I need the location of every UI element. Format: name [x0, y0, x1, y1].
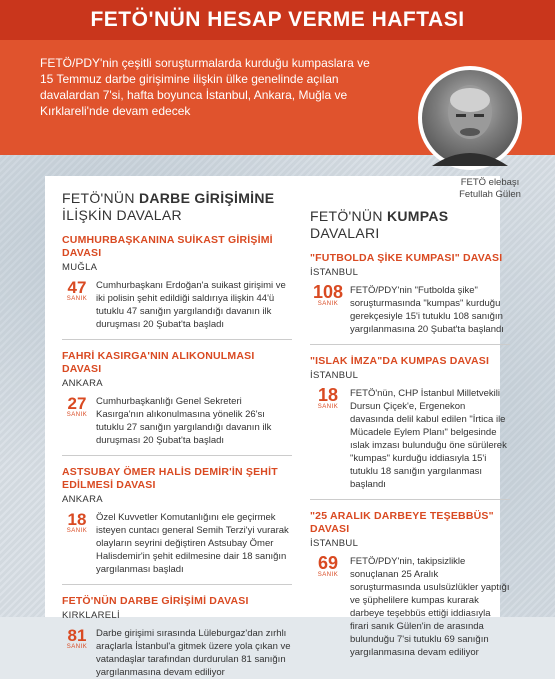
- defendant-count: [310, 555, 346, 659]
- case-description: FETÖ/PDY'nin, takipsizlikle sonuçlanan 25 Aralık soruşturmasında usulsüzlükler yaptığı ve şüphelilere kumpas kurarak darbeye teşebbüs ettiği iddiasıyla firari sanık Gülen'in de arasında bulunduğu 7'si tutuklu 69 sanığın yargılanmasına devam ediliyor: [350, 556, 510, 658]
- divider: [62, 455, 292, 456]
- case-item: [62, 234, 292, 340]
- case-title: ASTSUBAY ÖMER HALİS DEMİR'İN ŞEHİT EDİLMESİ DAVASI: [62, 466, 278, 491]
- defendant-unit: SANIK: [66, 412, 88, 418]
- caption-role: FETÖ elebaşı: [460, 177, 520, 188]
- case-description: FETÖ'nün, CHP İstanbul Milletvekili Dursun Çiçek'e, Ergenekon davasında delil kabul edilen "İrtica ile Mücadele Eylem Planı" belgesinde ıslak imzası bulunduğu öne sürülerek "kumpas" kurduğu iddiasıyla 15'i tutuklu 18 sanığın yargılanması başlandı: [350, 388, 507, 490]
- defendant-count: [310, 387, 346, 491]
- case-place: İSTANBUL: [310, 538, 359, 549]
- right-heading-bold: KUMPAS: [386, 208, 449, 224]
- defendant-count: [62, 395, 92, 447]
- left-column: [62, 190, 292, 679]
- title-bar: [0, 0, 555, 40]
- caption-name: Fetullah Gülen: [459, 189, 521, 200]
- left-heading-line2: İLİŞKİN DAVALAR: [62, 207, 182, 223]
- case-place: MUĞLA: [62, 262, 98, 273]
- defendant-number: 81: [67, 626, 87, 645]
- defendant-count: [62, 627, 92, 679]
- right-heading-line2: DAVALARI: [310, 225, 380, 241]
- case-title: "25 ARALIK DARBEYE TEŞEBBÜS" DAVASI: [310, 510, 494, 535]
- case-title: FAHRİ KASIRGA'NIN ALIKONULMASI DAVASI: [62, 350, 255, 375]
- defendant-count: [62, 279, 92, 331]
- case-item: [62, 350, 292, 456]
- intro-text: FETÖ/PDY'nin çeşitli soruşturmalarda kurduğu kumpaslara ve 15 Temmuz darbe girişimine ilişkin ülke genelinde açılan davalardan 7'si, hafta boyunca İstanbul, Ankara, Muğla ve Kırklareli'nde devam edecek: [40, 56, 370, 118]
- page-title: FETÖ'NÜN HESAP VERME HAFTASI: [90, 8, 465, 31]
- case-description: Özel Kuvvetler Komutanlığını ele geçirmek isteyen cuntacı general Semih Terzi'yi vurarak olayların seyrini değiştiren Astsubay Ömer Halisdemir'in şehit edilmesine dair 18 sanığın yargılanması başladı: [96, 512, 289, 575]
- right-section-heading: [310, 208, 510, 242]
- defendant-number: 47: [67, 278, 87, 297]
- case-description: Cumhurbaşkanı Erdoğan'a suikast girişimi ve iki polisin şehit edildiği saldırıya ilişkin 44'ü tutuklu 47 sanığın yargılandığı davanın ilk duruşması 20 Şubat'ta başladı: [96, 280, 286, 330]
- defendant-unit: SANIK: [66, 296, 88, 302]
- left-heading-bold: DARBE GİRİŞİMİNE: [138, 190, 275, 206]
- divider: [62, 584, 292, 585]
- defendant-count: [62, 511, 92, 576]
- portrait-frame: [418, 66, 522, 170]
- case-place: İSTANBUL: [310, 267, 359, 278]
- divider: [310, 499, 510, 500]
- case-place: ANKARA: [62, 494, 103, 505]
- case-description: Cumhurbaşkanlığı Genel Sekreteri Kasırga'nın alıkonulmasına yönelik 26'sı tutuklu 27 sanığın yargılandığı davanın ilk duruşması 20 Şubat'ta başladı: [96, 396, 272, 446]
- case-item: [310, 355, 510, 500]
- case-title: "FUTBOLDA ŞİKE KUMPASI" DAVASI: [310, 252, 503, 264]
- defendant-count: [310, 284, 346, 336]
- case-place: İSTANBUL: [310, 370, 359, 381]
- case-title: "ISLAK İMZA"DA KUMPAS DAVASI: [310, 355, 490, 367]
- defendant-unit: SANIK: [317, 572, 339, 578]
- case-item: [62, 466, 292, 585]
- case-item: [62, 595, 292, 679]
- case-description: FETÖ/PDY'nin "Futbolda şike" soruşturmasında "kumpas" kurduğu gerekçesiyle 15'i tutuklu 108 sanığın yargılanmasına 20 Şubat'ta başlandı: [350, 285, 504, 335]
- left-heading-prefix: FETÖ'NÜN: [62, 190, 139, 206]
- right-column: [310, 208, 510, 659]
- defendant-number: 27: [67, 394, 87, 413]
- divider: [310, 344, 510, 345]
- defendant-unit: SANIK: [317, 301, 339, 307]
- right-heading-prefix: FETÖ'NÜN: [310, 208, 387, 224]
- left-section-heading: [62, 190, 292, 224]
- portrait-icon: [422, 70, 518, 166]
- defendant-number: 18: [67, 510, 87, 529]
- defendant-number: 108: [312, 282, 344, 302]
- case-title: FETÖ'NÜN DARBE GİRİŞİMİ DAVASI: [62, 595, 249, 607]
- defendant-unit: SANIK: [66, 644, 88, 650]
- defendant-unit: SANIK: [317, 404, 339, 410]
- case-title: CUMHURBAŞKANINA SUİKAST GİRİŞİMİ DAVASI: [62, 234, 273, 259]
- portrait-photo: [422, 70, 518, 166]
- case-item: [310, 510, 510, 659]
- case-item: [310, 252, 510, 345]
- divider: [62, 339, 292, 340]
- defendant-number: 69: [317, 553, 339, 573]
- case-place: ANKARA: [62, 378, 103, 389]
- portrait-caption: [440, 177, 540, 201]
- defendant-unit: SANIK: [66, 528, 88, 534]
- case-place: KIRKLARELİ: [62, 610, 120, 621]
- defendant-number: 18: [317, 385, 339, 405]
- case-description: Darbe girişimi sırasında Lüleburgaz'dan zırhlı araçlarla İstanbul'a gitmek üzere yola çıkan ve vatandaşlar tarafından durdurulan 81 sanığın yargılanmasına devam ediliyor: [96, 628, 291, 678]
